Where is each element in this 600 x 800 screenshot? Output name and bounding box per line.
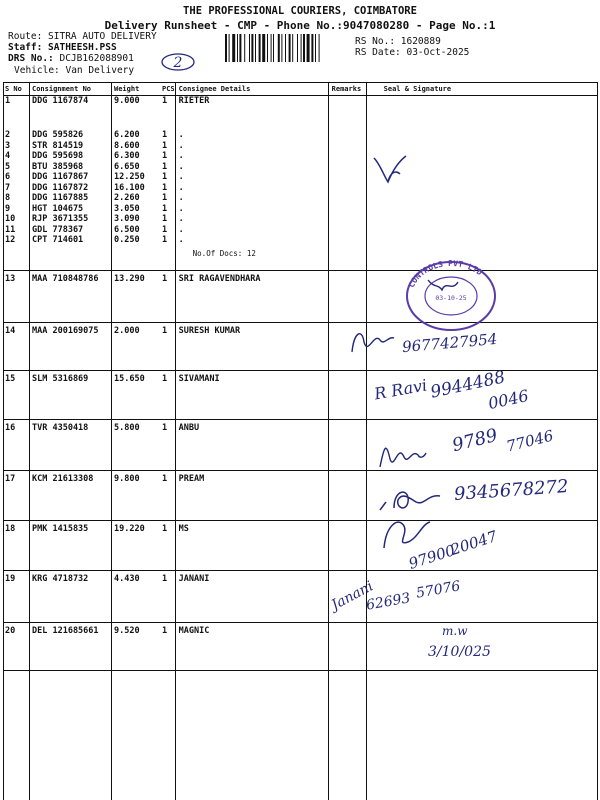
drs-number (8, 53, 134, 64)
phone-18b: 20047 (448, 527, 500, 559)
row-name: SIVAMANI (177, 371, 330, 420)
barcode-bar (259, 34, 261, 62)
drs-label: DRS No.: (8, 53, 54, 64)
row-weight: 4.430 (112, 571, 160, 623)
barcode-bar (281, 34, 282, 62)
sub-sno: 7 (5, 182, 11, 193)
sub-cno: DDG 595698 (32, 151, 84, 161)
row-sno: 15 (3, 371, 30, 420)
barcode-bar (278, 34, 280, 62)
table-row (3, 323, 597, 371)
sub-weight: 16.100 (114, 182, 145, 193)
sub-sno: 12 (5, 235, 16, 245)
sub-sno: 2 (5, 130, 11, 140)
row-weight: 2.000 (112, 323, 160, 371)
row-remarks (330, 271, 370, 323)
sub-cno: GDL 778367 (32, 224, 84, 235)
row-weight: 9.800 (112, 471, 160, 521)
sub-sno-list (5, 130, 28, 246)
drs-value: DCJB162088901 (53, 53, 134, 64)
rule-sno (29, 82, 30, 800)
stamp-text: CONTROLS PVT LTD (406, 258, 484, 289)
row-sno: 14 (3, 323, 30, 371)
sub-dot: . (178, 130, 184, 140)
row-pcs: 1 (160, 323, 177, 371)
sub-dot: . (178, 235, 184, 245)
barcode-bar (239, 34, 241, 62)
signature-14 (348, 322, 398, 362)
sub-pcs: 1 (162, 161, 168, 172)
row-pcs: 1 (160, 623, 177, 671)
row-consignee (177, 96, 330, 271)
sub-cno: RJP 3671355 (32, 214, 89, 224)
barcode-bar (273, 34, 274, 62)
row-sno: 19 (3, 571, 30, 623)
sub-dot: . (178, 161, 184, 172)
sub-pcs: 1 (162, 203, 168, 214)
row-remarks (330, 521, 370, 571)
barcode-bar (303, 34, 305, 62)
row-sno: 20 (3, 623, 30, 671)
sub-pcs: 1 (162, 130, 168, 140)
col-consignee: Consignee Details (177, 83, 330, 96)
table-row (3, 96, 597, 271)
sub-cno: DDG 1167872 (32, 182, 89, 193)
barcode-bar (249, 34, 250, 62)
vehicle-text: Vehicle: Van Delivery (14, 65, 135, 76)
sno-1: 1 (5, 96, 11, 106)
row-sno: 17 (3, 471, 30, 521)
sub-weight: 8.600 (114, 140, 140, 151)
row-cno: MAA 200169075 (30, 323, 112, 371)
sub-pcs: 1 (162, 193, 168, 203)
row-name: PREAM (177, 471, 330, 521)
sub-cno: STR 814519 (32, 140, 84, 151)
sub-weight: 2.260 (114, 193, 140, 203)
sub-pcs: 1 (162, 235, 168, 245)
row-weight: 9.520 (112, 623, 160, 671)
row-weight: 15.650 (112, 371, 160, 420)
sub-sno: 3 (5, 140, 11, 151)
col-weight: Weight (112, 83, 160, 96)
table-row (3, 271, 597, 323)
sub-dot: . (178, 224, 184, 235)
phone-16b: 77046 (504, 426, 556, 456)
name-19: Janani (328, 578, 376, 614)
staff-text: Staff: SATHEESH.PSS (8, 42, 117, 53)
doc-count: No.Of Docs: 12 (192, 248, 256, 258)
sub-dot: . (178, 172, 184, 182)
phone-14: 9677427954 (401, 329, 499, 357)
barcode-bar (301, 34, 302, 62)
barcode-bar (297, 34, 298, 62)
sub-sno: 11 (5, 224, 16, 235)
circled-mark (160, 52, 196, 72)
barcode-bar (285, 34, 286, 62)
row-name: SRI RAGAVENDHARA (177, 271, 330, 323)
barcode-bar (315, 34, 316, 62)
row-sno: 18 (3, 521, 30, 571)
barcode-bar (255, 34, 256, 62)
row-weight: 13.290 (112, 271, 160, 323)
row-weight: 5.800 (112, 420, 160, 471)
row-cno: PMK 1415835 (30, 521, 112, 571)
row-cno: KCM 21613308 (30, 471, 112, 521)
barcode-bar (307, 34, 310, 62)
table-header (3, 83, 597, 96)
runsheet-table (3, 82, 597, 671)
phone-16a: 9789 (450, 424, 500, 457)
barcode-bar (232, 34, 235, 62)
row-cno: DEL 121685661 (30, 623, 112, 671)
table-body (3, 271, 597, 671)
row-cno: MAA 710848786 (30, 271, 112, 323)
sub-pcs: 1 (162, 214, 168, 224)
signature-1 (370, 150, 410, 190)
sub-weight-list (114, 130, 158, 246)
route-text: Route: SITRA AUTO DELIVERY (8, 31, 157, 42)
weight-1: 9.000 (114, 96, 140, 106)
row-name: JANANI (177, 571, 330, 623)
sub-weight: 6.500 (114, 224, 140, 235)
row-pcs: 1 (160, 471, 177, 521)
sub-dot: . (178, 151, 184, 161)
barcode-bar (289, 34, 291, 62)
row-remarks (330, 420, 370, 471)
row-name: MS (177, 521, 330, 571)
row-remarks (330, 623, 370, 671)
company-stamp (398, 258, 504, 336)
phone-19b: 57076 (414, 578, 462, 602)
row-name: MAGNIC (177, 623, 330, 671)
sub-dot: . (178, 140, 184, 151)
table-row (3, 623, 597, 671)
row-cno: TVR 4350418 (30, 420, 112, 471)
row-consignment (30, 96, 112, 271)
barcode (225, 34, 350, 62)
phone-19a: 62693 (364, 590, 412, 614)
rule-cno (111, 82, 112, 800)
barcode-bar (271, 34, 272, 62)
sub-weight: 3.090 (114, 214, 140, 224)
barcode-bar (311, 34, 313, 62)
row-name: SURESH KUMAR (177, 323, 330, 371)
col-sno: S No (3, 83, 30, 96)
sub-cno: DDG 1167885 (32, 193, 89, 203)
barcode-bar (244, 34, 245, 62)
sub-cno-list (32, 130, 110, 246)
date-20: 3/10/025 (428, 644, 491, 660)
row-pcs: 1 (160, 571, 177, 623)
sub-weight: 12.250 (114, 172, 145, 182)
table-row (3, 521, 597, 571)
sub-dot: . (178, 182, 184, 193)
barcode-bar (292, 34, 293, 62)
col-remarks: Remarks (330, 83, 370, 96)
sub-weight: 3.050 (114, 203, 140, 214)
pcs-1: 1 (162, 96, 168, 106)
sub-sno: 9 (5, 203, 11, 214)
sub-pcs: 1 (162, 182, 168, 193)
sub-weight: 6.650 (114, 161, 140, 172)
barcode-bar (229, 34, 230, 62)
sub-dot: . (178, 193, 184, 203)
sub-dot: . (178, 203, 184, 214)
barcode-bar (237, 34, 238, 62)
row-weight (112, 96, 160, 271)
sub-weight: 0.250 (114, 235, 140, 245)
rule-left (3, 82, 4, 800)
sub-cno: DDG 1167867 (32, 172, 89, 182)
rs-date: RS Date: 03-Oct-2025 (355, 47, 470, 58)
barcode-bar (251, 34, 253, 62)
sub-pcs: 1 (162, 140, 168, 151)
sub-sno: 5 (5, 161, 11, 172)
col-pcs: PCS (160, 83, 177, 96)
col-signature: Seal & Signature (370, 83, 597, 96)
row-pcs: 1 (160, 371, 177, 420)
row-cno: SLM 5316869 (30, 371, 112, 420)
phone-17: 9345678272 (453, 476, 570, 505)
row-sno (3, 96, 30, 271)
sub-sno: 10 (5, 214, 16, 224)
circled-number: 2 (173, 55, 183, 71)
rs-number: RS No.: 1620889 (355, 36, 441, 47)
row-pcs: 1 (160, 420, 177, 471)
col-consignment: Consignment No (30, 83, 112, 96)
row-pcs: 1 (160, 271, 177, 323)
sub-sno: 6 (5, 172, 11, 182)
rule-pcs (175, 82, 176, 800)
sub-dot: . (178, 214, 184, 224)
row-weight: 19.220 (112, 521, 160, 571)
barcode-bar (319, 34, 320, 62)
sub-pcs-list (162, 130, 175, 246)
sub-cno: HGT 104675 (32, 203, 84, 214)
row-sno: 16 (3, 420, 30, 471)
company-title: THE PROFESSIONAL COURIERS, COIMBATORE (183, 5, 417, 17)
sub-cno: DDG 595826 (32, 130, 84, 140)
sub-sno: 4 (5, 151, 11, 161)
row-sno: 13 (3, 271, 30, 323)
sub-pcs: 1 (162, 224, 168, 235)
barcode-bar (267, 34, 268, 62)
sub-pcs: 1 (162, 172, 168, 182)
sub-sno: 8 (5, 193, 11, 203)
table-row (3, 571, 597, 623)
signature-18 (378, 512, 434, 554)
rule-remarks (366, 82, 367, 800)
phone-15b: 0046 (486, 385, 531, 414)
runsheet-title: Delivery Runsheet - CMP - Phone No.:9047080280 - Page No.:1 (104, 19, 496, 32)
row-name: ANBU (177, 420, 330, 471)
stamp-date: 03-10-25 (435, 294, 467, 302)
row-remarks (330, 471, 370, 521)
consignee-1: RIETER (178, 96, 210, 106)
sub-cno: BTU 385968 (32, 161, 84, 172)
barcode-bar (225, 34, 227, 62)
phone-18a: 97900 (406, 541, 458, 573)
sub-cno: CPT 714601 (32, 235, 84, 245)
row-remarks (330, 371, 370, 420)
signature-16 (376, 435, 428, 475)
sub-weight: 6.300 (114, 151, 140, 161)
phone-15a: 9944488 (428, 367, 507, 403)
sub-weight: 6.200 (114, 130, 140, 140)
row-remarks (330, 96, 370, 271)
barcode-bar (262, 34, 265, 62)
initials-20: m.w (442, 624, 468, 638)
row-cno: KRG 4718732 (30, 571, 112, 623)
name-15: R Ravi (372, 375, 429, 404)
cno-1: DDG 1167874 (32, 96, 89, 106)
sub-dot-list (179, 130, 328, 246)
rule-right (597, 82, 598, 800)
row-pcs: 1 (160, 521, 177, 571)
sub-pcs: 1 (162, 151, 168, 161)
rule-consignee (328, 82, 329, 800)
